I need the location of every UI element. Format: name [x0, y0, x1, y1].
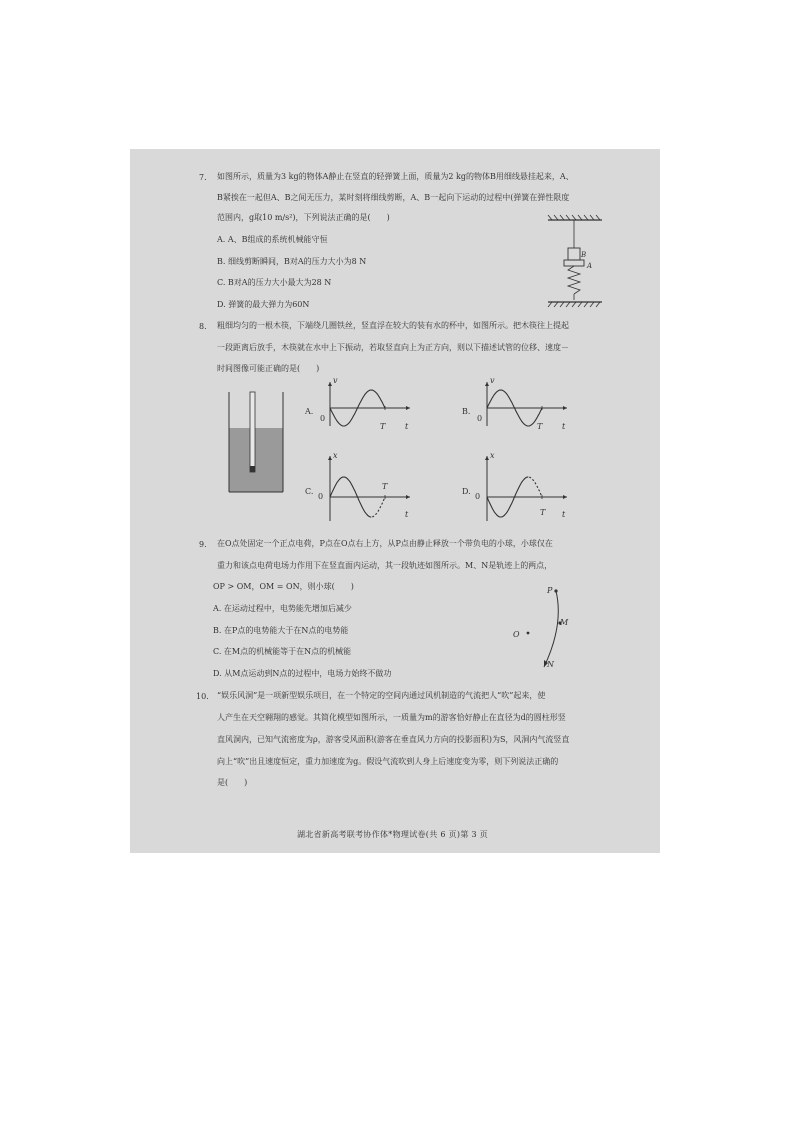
q7-option-b: B. 细线剪断瞬间，B对A的压力大小为8 N [217, 257, 367, 266]
q8-graph-b-option: B. [462, 407, 471, 416]
q8-graph-b-ylabel: v [490, 376, 495, 385]
q7-number: 7. [199, 173, 207, 182]
q10-stem-line: 向上“吹”出且速度恒定，重力加速度为g。假设气流吹到人身上后速度变为零，则下列说法正确的 [217, 757, 559, 766]
curve-dashed [372, 497, 385, 517]
q8-stem-line: 一段距离后放手，木筷就在水中上下振动，若取竖直向上为正方向，则以下描述试管的位移、速度－ [217, 343, 569, 352]
q8-stem-line: 时间图像可能正确的是( ) [217, 364, 320, 373]
q9-label-o: O [513, 630, 520, 639]
q9-option-b: B. 在P点的电势能大于在N点的电势能 [213, 626, 349, 635]
x-axis-arrow [563, 495, 567, 499]
q8-stem-line: 粗细均匀的一根木筷，下端绕几圈铁丝，竖直浮在较大的装有水的杯中，如图所示。把木筷往上提起 [217, 321, 569, 330]
q8-beaker-figure [226, 388, 286, 496]
q10-stem-line: “娱乐风洞”是一项新型娱乐项目，在一个特定的空间内通过风机制造的气流把人“吹”起来，使 [217, 691, 546, 700]
q9-option-d: D. 从M点运动到N点的过程中，电场力始终不做功 [213, 669, 392, 678]
y-axis-arrow [328, 456, 332, 460]
q9-label-p: P [547, 586, 553, 595]
q10-stem-line: 直风洞内，已知气流密度为ρ，游客受风面积(游客在垂直风力方向的投影面积)为S，风洞内气流竖直 [217, 735, 570, 744]
x-axis-arrow [406, 406, 410, 410]
q10-stem-line: 人产生在天空翱翔的感觉。其简化模型如图所示，一质量为m的游客恰好静止在直径为d的圆柱形竖 [217, 713, 566, 722]
q7-spring-figure [540, 218, 610, 308]
q10-stem-line: 是( ) [217, 778, 248, 787]
q9-stem-line: 重力和该点电荷电场力作用下在竖直面内运动，其一段轨迹如图所示。M、N是轨迹上的两点， [217, 561, 553, 570]
q7-option-d: D. 弹簧的最大弹力为60N [217, 300, 310, 309]
q9-option-c: C. 在M点的机械能等于在N点的机械能 [213, 647, 352, 656]
x-axis-arrow [406, 495, 410, 499]
q10-number: 10. [196, 692, 209, 701]
q9-label-n: N [547, 660, 554, 669]
q8-graph-b-origin: 0 [477, 414, 483, 423]
q8-graph-c-xlabel: t [405, 510, 409, 519]
q7-option-c: C. B对A的压力大小最大为28 N [217, 278, 332, 287]
page-footer: 湖北省新高考联考协作体*物理试卷(共 6 页)第 3 页 [297, 830, 488, 839]
q7-label-a: A [587, 262, 593, 270]
q8-graph-c-origin: 0 [318, 492, 324, 501]
q8-graph-c-period: T [382, 482, 388, 491]
q9-stem-line: 在O点处固定一个正点电荷，P点在O点右上方，从P点由静止释放一个带负电的小球，小球仅在 [217, 539, 553, 548]
q9-label-m: M [560, 618, 569, 627]
q8-number: 8. [199, 322, 207, 331]
q8-graph-a [318, 378, 418, 438]
q8-graph-d-option: D. [462, 487, 471, 496]
x-axis-arrow [563, 406, 567, 410]
q8-graph-c-option: C. [305, 487, 314, 496]
q7-stem-line: 范围内，g取10 m/s²)，下列说法正确的是( ) [217, 213, 390, 222]
y-axis-arrow [485, 456, 489, 460]
q8-graph-a-option: A. [305, 407, 314, 416]
q8-graph-a-xlabel: t [405, 422, 409, 431]
q8-graph-d [475, 452, 575, 524]
q8-graph-b-xlabel: t [562, 422, 566, 431]
q8-graph-d-period: T [540, 508, 546, 517]
q8-graph-d-xlabel: t [562, 510, 566, 519]
y-axis-arrow [485, 382, 489, 386]
q9-number: 9. [199, 540, 207, 549]
q9-option-a: A. 在运动过程中，电势能先增加后减少 [213, 604, 352, 613]
q8-graph-c [318, 452, 418, 524]
q8-graph-b-period: T [537, 422, 543, 431]
q9-stem-line: OP > OM，OM = ON，则小球( ) [213, 582, 354, 591]
q7-stem-line: 如图所示，质量为3 kg的物体A静止在竖直的轻弹簧上面，质量为2 kg的物体B用细线悬挂起来，A、 [217, 172, 574, 181]
q7-label-b: B [581, 251, 587, 259]
q8-graph-b [475, 378, 575, 438]
q8-graph-d-ylabel: x [490, 451, 495, 460]
q8-graph-a-period: T [380, 422, 386, 431]
q7-option-a: A. A、B组成的系统机械能守恒 [217, 235, 328, 244]
q7-stem-line: B紧挨在一起但A、B之间无压力，某时刻将细线剪断，A、B一起向下运动的过程中(弹簧在弹性限度 [217, 193, 570, 202]
q8-graph-c-ylabel: x [333, 451, 338, 460]
q8-graph-a-ylabel: v [333, 376, 338, 385]
curve-dashed [529, 477, 542, 497]
y-axis-arrow [328, 382, 332, 386]
q8-graph-a-origin: 0 [320, 414, 326, 423]
q8-graph-d-origin: 0 [475, 492, 481, 501]
